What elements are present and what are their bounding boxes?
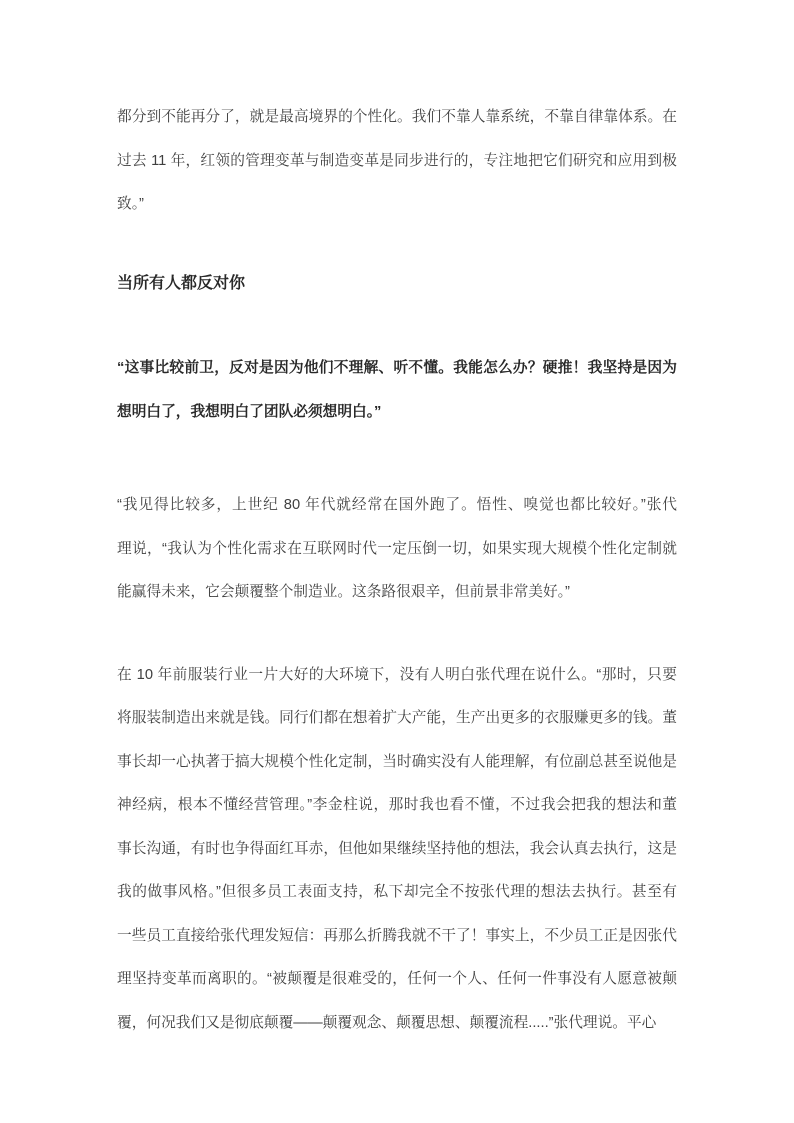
text-line: 事长沟通，有时也争得面红耳赤，但他如果继续坚持他的想法，我会认真去执行，这是 (117, 840, 677, 857)
body-paragraph-3 (117, 654, 677, 1046)
text-line: “这事比较前卫，反对是因为他们不理解、听不懂。我能怎么办？硬推！我坚持是因为 (117, 360, 677, 376)
body-paragraph-2 (117, 484, 677, 615)
text-line: 想明白了，我想明白了团队必须想明白。” (117, 403, 382, 420)
text-line: 能赢得未来，它会颠覆整个制造业。这条路很艰辛，但前景非常美好。” (117, 584, 570, 600)
text-line: 在 10 年前服装行业一片大好的大环境下，没有人明白张代理在说什么。“那时，只要 (117, 666, 677, 683)
text-line: 将服装制造出来就是钱。同行们都在想着扩大产能，生产出更多的衣服赚更多的钱。董 (117, 710, 677, 726)
text-line: 事长却一心执著于搞大规模个性化定制，当时确实没有人能理解，有位副总甚至说他是 (117, 753, 677, 770)
text-line: 覆，何况我们又是彻底颠覆——颠覆观念、颠覆思想、颠覆流程.....”张代理说。平心 (117, 1014, 657, 1031)
text-line: 致。” (117, 196, 144, 212)
text-line: 神经病，根本不懂经营管理。”李金柱说，那时我也看不懂，不过我会把我的想法和董 (117, 797, 677, 813)
text-line: 理说，“我认为个性化需求在互联网时代一定压倒一切，如果实现大规模个性化定制就 (117, 540, 677, 557)
text-line: 理坚持变革而离职的。“被颠覆是很难受的，任何一个人、任何一件事没有人愿意被颠 (117, 971, 677, 987)
text-line: 过去 11 年，红领的管理变革与制造变革是同步进行的，专注地把它们研究和应用到极 (117, 152, 677, 169)
section-heading-block (117, 262, 677, 306)
text-line: 一些员工直接给张代理发短信：再那么折腾我就不干了！事实上，不少员工正是因张代 (117, 927, 677, 944)
text-line: 都分到不能再分了，就是最高境界的个性化。我们不靠人靠系统，不靠自律靠体系。在 (117, 109, 677, 125)
lead-quote (117, 347, 677, 434)
section-heading: 当所有人都反对你 (117, 274, 246, 292)
text-line: “我见得比较多，上世纪 80 年代就经常在国外跑了。悟性、嗅觉也都比较好。”张代 (117, 497, 677, 513)
body-paragraph-1 (117, 96, 677, 227)
text-line: 我的做事风格。”但很多员工表面支持，私下却完全不按张代理的想法去执行。甚至有 (117, 884, 677, 900)
